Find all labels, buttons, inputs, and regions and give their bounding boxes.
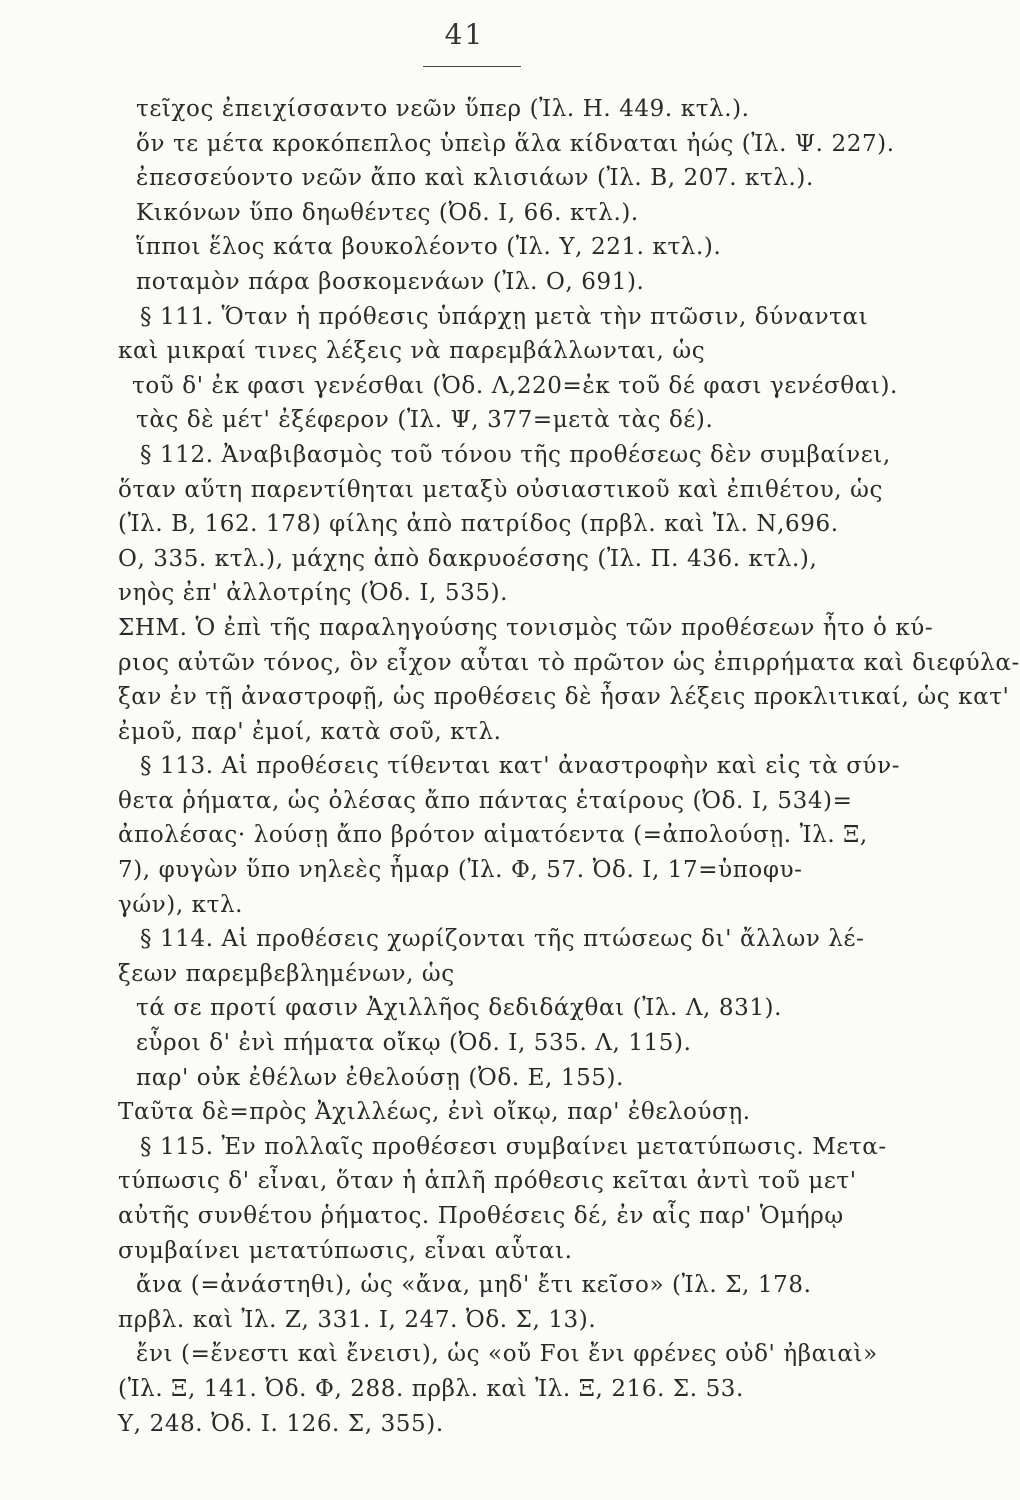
note-line: ριος αὐτῶν τόνος, ὃν εἶχον αὗται τὸ πρῶτον ὡς ἐπιρρήματα καὶ διεφύλα-: [118, 649, 1020, 676]
note-line: ΣΗΜ. Ὁ ἐπὶ τῆς παραληγούσης τονισμὸς τῶν προθέσεων ἦτο ὁ κύ-: [118, 614, 934, 641]
page-number: 41: [444, 18, 485, 51]
text-line: τά σε προτί φασιν Ἀχιλλῆος δεδιδάχθαι (Ἰλ. Λ, 831).: [136, 995, 783, 1022]
text-line: ποταμὸν πάρα βοσκομενάων (Ἰλ. Ο, 691).: [136, 268, 645, 295]
text-line: νηὸς ἐπ' ἀλλοτρίης (Ὀδ. Ι, 535).: [118, 580, 509, 607]
text-line: Ταῦτα δὲ=πρὸς Ἀχιλλέως, ἐνὶ οἴκῳ, παρ' ἐθελούσῃ.: [118, 1099, 751, 1126]
section-112: § 112. Ἀναβιβασμὸς τοῦ τόνου τῆς προθέσεως δὲν συμβαίνει,: [140, 441, 891, 468]
text-line: αὐτῆς συνθέτου ῥήματος. Προθέσεις δέ, ἐν αἷς παρ' Ὁμήρῳ: [118, 1203, 844, 1229]
text-line: καὶ μικραί τινες λέξεις νὰ παρεμβάλλωνται, ὡς: [118, 338, 706, 365]
text-line: (Ἰλ. Β, 162. 178) φίλης ἀπὸ πατρίδος (πρβλ. καὶ Ἰλ. Ν,696.: [118, 511, 839, 538]
section-111: § 111. Ὅταν ἡ πρόθεσις ὑπάρχῃ μετὰ τὴν πτῶσιν, δύνανται: [140, 303, 869, 330]
text-line: 7), φυγὼν ὕπο νηλεὲς ἦμαρ (Ἰλ. Φ, 57. Ὀδ. Ι, 17=ὑποφυ-: [118, 857, 803, 884]
text-line: τοῦ δ' ἐκ φασι γενέσθαι (Ὀδ. Λ,220=ἐκ τοῦ δέ φασι γενέσθαι).: [132, 372, 898, 399]
text-line: ἐπεσσεύοντο νεῶν ἄπο καὶ κλισιάων (Ἰλ. Β, 207. κτλ.).: [136, 165, 814, 192]
note-line: ξαν ἐν τῇ ἀναστροφῇ, ὡς προθέσεις δὲ ἦσαν λέξεις προκλιτικαί, ὡς κατ': [118, 684, 1010, 711]
section-114: § 114. Αἱ προθέσεις χωρίζονται τῆς πτώσεως δι' ἄλλων λέ-: [140, 926, 865, 953]
header-rule: [423, 66, 521, 67]
section-115: § 115. Ἐν πολλαῖς προθέσεσι συμβαίνει μετατύπωσις. Μετα-: [140, 1133, 887, 1160]
text-line: πρβλ. καὶ Ἰλ. Ζ, 331. Ι, 247. Ὀδ. Σ, 13).: [118, 1306, 597, 1333]
text-line: θετα ῥήματα, ὡς ὀλέσας ἄπο πάντας ἑταίρους (Ὀδ. Ι, 534)=: [118, 787, 853, 814]
text-line: τεῖχος ἐπειχίσσαντο νεῶν ὕπερ (Ἰλ. Η. 449. κτλ.).: [136, 96, 750, 122]
text-line: ὅν τε μέτα κροκόπεπλος ὑπεὶρ ἅλα κίδναται ἠώς (Ἰλ. Ψ. 227).: [136, 130, 895, 157]
text-line: Υ, 248. Ὀδ. Ι. 126. Σ, 355).: [118, 1410, 444, 1437]
text-line: ἔνι (=ἔνεστι καὶ ἔνεισι), ὡς «οὔ Fοι ἔνι φρένες οὐδ' ἠβαιαὶ»: [136, 1341, 878, 1368]
body-text: [118, 92, 1020, 1441]
text-line: τύπωσις δ' εἶναι, ὅταν ἡ ἁπλῆ πρόθεσις κεῖται ἀντὶ τοῦ μετ': [118, 1168, 857, 1195]
note-line: ἐμοῦ, παρ' ἐμοί, κατὰ σοῦ, κτλ.: [118, 718, 502, 745]
text-line: συμβαίνει μετατύπωσις, εἶναι αὗται.: [118, 1237, 573, 1264]
text-line: ἄνα (=ἀνάστηθι), ὡς «ἄνα, μηδ' ἔτι κεῖσο» (Ἰλ. Σ, 178.: [136, 1272, 812, 1299]
text-line: γών), κτλ.: [118, 891, 244, 918]
text-line: (Ἰλ. Ξ, 141. Ὀδ. Φ, 288. πρβλ. καὶ Ἰλ. Ξ, 216. Σ. 53.: [118, 1375, 744, 1402]
text-line: Ο, 335. κτλ.), μάχης ἀπὸ δακρυοέσσης (Ἰλ. Π. 436. κτλ.),: [118, 545, 818, 572]
text-line: ἀπολέσας· λούσῃ ἄπο βρότον αἱματόεντα (=ἀπολούσῃ. Ἰλ. Ξ,: [118, 822, 868, 849]
text-line: ἵπποι ἕλος κάτα βουκολέοντο (Ἰλ. Υ, 221. κτλ.).: [136, 234, 722, 261]
text-line: ὅταν αὕτη παρεντίθηται μεταξὺ οὐσιαστικοῦ καὶ ἐπιθέτου, ὡς: [118, 476, 883, 503]
text-line: Κικόνων ὕπο δηωθέντες (Ὀδ. Ι, 66. κτλ.).: [136, 199, 639, 226]
text-line: παρ' οὐκ ἐθέλων ἐθελούσῃ (Ὀδ. Ε, 155).: [136, 1064, 625, 1091]
text-line: τὰς δὲ μέτ' ἐξέφερον (Ἰλ. Ψ, 377=μετὰ τὰς δέ).: [136, 407, 714, 434]
section-113: § 113. Αἱ προθέσεις τίθενται κατ' ἀναστροφὴν καὶ εἰς τὰ σύν-: [140, 753, 901, 780]
text-line: εὗροι δ' ἐνὶ πήματα οἴκῳ (Ὀδ. Ι, 535. Λ, 115).: [136, 1030, 692, 1057]
text-line: ξεων παρεμβεβλημένων, ὡς: [118, 960, 455, 987]
